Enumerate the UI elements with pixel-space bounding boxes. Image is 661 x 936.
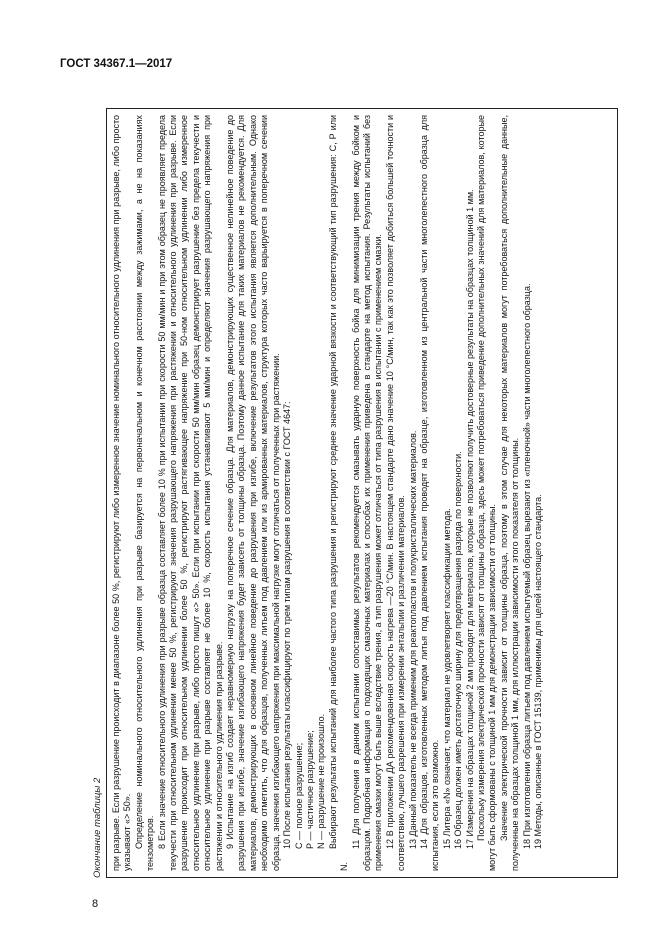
- note-paragraph: 11 Для получения в данном испытании сопоставимых результатов рекомендуется смазывать ударную поверхность бойка для минимизации трения между бойком и образцом. Подробная информация о подходящих смазочных материалах и способах их применения приведена в стандарте на метод испытания. Результаты испытаний без применения смазки могут быть выше вследствие трения, а тип разрушения может отличаться от типа разрушения в испытании с применением смазки.: [350, 115, 384, 871]
- note-paragraph: 17 Измерения на образцах толщиной 2 мм проводят для материалов, которые не позволяют получить достоверные результаты на образцах толщиной 1 мм.: [464, 189, 475, 849]
- table-caption: Окончание таблицы 2: [92, 777, 103, 878]
- note-paragraph: при разрыве. Если разрушение происходит в диапазоне более 50 %, регистрируют либо измеренное значение номинального относительного удлинения при разрыве, либо просто указывают «> 50».: [111, 115, 133, 871]
- note-paragraph: Выбирают результаты испытаний для наиболее частого типа разрушения и регистрируют среднее значение ударной вязкости и соответствующий тип разрушения: С, Р или N.: [327, 115, 350, 871]
- rotated-table-section: [88, 108, 618, 878]
- note-paragraph: 18 При изготовлении образца литьем под давлением испытуемый образец вырезают из «пленочной» части многолепестного образца.: [521, 283, 532, 849]
- note-paragraph: 19 Методы, описанные в ГОСТ 15139, применимы для целей настоящего стандарта.: [533, 494, 544, 849]
- note-paragraph: Р — частичное разрушение;: [304, 730, 315, 849]
- note-paragraph: 13 Данный показатель не всегда применим для реактопластов и полукристаллических материалов.: [407, 430, 418, 849]
- note-paragraph: 12 В приложении ДА рекомендованная скорость нагрева —20 °С/мин. В настоящем стандарте дано значение 10 °С/мин, так как это позволяет добиться большей точности и соответствию, лучшего разрешения при измерении энтальпии и различении материалов.: [384, 115, 407, 871]
- document-title: ГОСТ 34367.1—2017: [60, 58, 173, 70]
- table-notes-cell: [106, 108, 618, 878]
- page-number: 8: [92, 898, 99, 910]
- note-paragraph: 14 Для образцов, изготовленных методом литья под давлением испытания проводят на образце, изготовленном из центральной части многолепестного образца для испытания, если это возможно.: [418, 115, 441, 871]
- note-paragraph: 10 После испытания результаты классифицируют по трем типам разрушения в соответствии с ГОСТ 4647:: [282, 401, 293, 849]
- note-paragraph: Поскольку измерения электрической прочности зависят от толщины образца, здесь может потребоваться приведение дополнительных значений для материалов, которые могут быть сформованы с толщиной 1 мм для демонстрации зависимости от толщины.: [476, 115, 498, 871]
- note-paragraph: 8 Если значение относительного удлинения при разрыве образца составляет более 10 % при испытании при скорости 50 мм/мин и при этом образец не проявляет предела текучести при относительном удлинении менее 50 %, регистрируют значения разрушающего напряжения при растяжении и относительного удлинения при разрыве. Если разрушение происходит при относительном удлинении более 50 %, регистрируют растягивающее напряжение при 50-ном относительном удлинении либо измеренное относительное удлинение при разрыве, либо просто пишут «> 50». Если при испытании при скорости 50 мм/мин образец демонстрирует разрушение без предела текучести и относительное удлинение при разрыве составляет не более 10 %, скорость испытания устанавливают 5 мм/мин и определяют значения разрушающего напряжения при растяжении и относительного удлинения при разрыве.: [156, 115, 224, 871]
- note-paragraph: 9 Испытание на изгиб создает неравномерную нагрузку на поперечное сечение образца. Для материалов, демонстрирующих существенное нелинейное поведение до разрушения при изгибе, значение изгибающего напряжения будет зависеть от толщины образца. Поэтому данное испытание для таких материалов не рекомендуется. Для материалов, демонстрирующих в основном линейное поведение до разрушения при изгибе, включение результатов этого испытания является дополнительным. Однако необходимо отметить, что для образцов, полученных литьем под давлением или из армированных материалов, структура которых часто варьируется в поперечном сечении образца, значения изгибающего напряжения при максимальной нагрузке могут отличаться от полученных при растяжении.: [225, 115, 281, 871]
- note-paragraph: 15 Литера «N» означает, что материал не удовлетворяет классификации метода.: [441, 508, 452, 849]
- note-paragraph: Определение номинального относительного удлинения при разрыве базируется на первоначальном и конечном расстоянии между зажимами, а не на показаниях тензометров.: [133, 115, 156, 871]
- note-paragraph: 16 Образец должен иметь достаточную ширину для предотвращения разряда по поверхности.: [453, 451, 464, 849]
- note-paragraph: N — разрушение не произошло.: [316, 713, 327, 849]
- note-paragraph: С — полное разрушение;: [293, 742, 304, 849]
- note-paragraph: Значение электрической прочности зависит от толщины образца, поэтому в этом случае для некоторых материалов могут потребоваться дополнительные данные, полученные на образцах толщиной 1 мм, для иллюстрации зависимости этого показателя от толщины.: [498, 115, 521, 871]
